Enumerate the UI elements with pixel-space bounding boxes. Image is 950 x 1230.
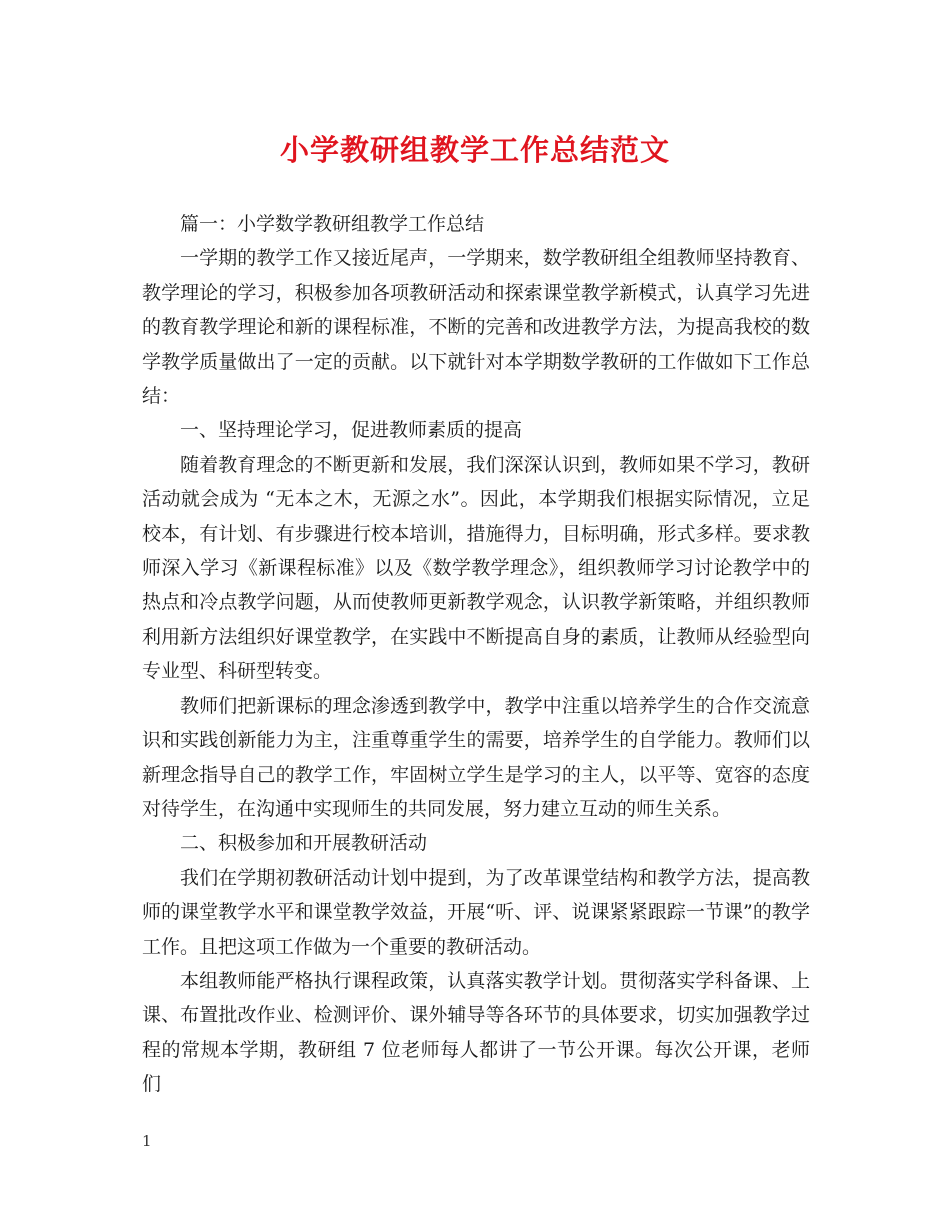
section-heading: 篇一：小学数学教研组教学工作总结 xyxy=(180,213,485,235)
document-body xyxy=(142,207,810,1102)
section-heading: 二、积极参加和开展教研活动 xyxy=(180,832,428,855)
page-number: 1 xyxy=(142,1132,152,1150)
paragraph: 本组教师能严格执行课程政策，认真落实教学计划。贯彻落实学科备课、上课、布置批改作业、检测评价、课外辅导等各环节的具体要求，切实加强教学过程的常规本学期，教研组 7 位老师每人都讲了一节公开课。每次公开课，老师们 xyxy=(142,969,810,1096)
paragraph: 我们在学期初教研活动计划中提到，为了改革课堂结构和教学方法，提高教师的课堂教学水平和课堂教学效益，开展“听、评、说课紧紧跟踪一节课”的教学工作。且把这项工作做为一个重要的教研活动。 xyxy=(142,866,810,958)
paragraph: 随着教育理念的不断更新和发展，我们深深认识到，教师如果不学习，教研活动就会成为 “无本之木，无源之水”。因此，本学期我们根据实际情况，立足校本，有计划、有步骤进行校本培训，措施得力，目标明确，形式多样。要求教师深入学习《新课程标准》以及《数学教学理念》，组织教师学习讨论教学中的热点和冷点教学问题，从而使教师更新教学观念，认识教学新策略，并组织教师利用新方法组织好课堂教学，在实践中不断提高自身的素质，让教师从经验型向专业型、科研型转变。 xyxy=(142,453,810,683)
paragraph: 教师们把新课标的理念渗透到教学中，教学中注重以培养学生的合作交流意识和实践创新能力为主，注重尊重学生的需要，培养学生的自学能力。教师们以新理念指导自己的教学工作，牢固树立学生是学习的主人，以平等、宽容的态度对待学生，在沟通中实现师生的共同发展，努力建立互动的师生关系。 xyxy=(142,694,810,820)
document-title: 小学教研组教学工作总结范文 xyxy=(279,133,670,167)
section-heading: 一、坚持理论学习，促进教师素质的提高 xyxy=(180,419,523,442)
paragraph: 一学期的教学工作又接近尾声，一学期来，数学教研组全组教师坚持教育、教学理论的学习，积极参加各项教研活动和探索课堂教学新模式，认真学习先进的教育教学理论和新的课程标准，不断的完善和改进教学方法，为提高我校的数学教学质量做出了一定的贡献。以下就针对本学期数学教研的工作做如下工作总结： xyxy=(142,247,810,408)
